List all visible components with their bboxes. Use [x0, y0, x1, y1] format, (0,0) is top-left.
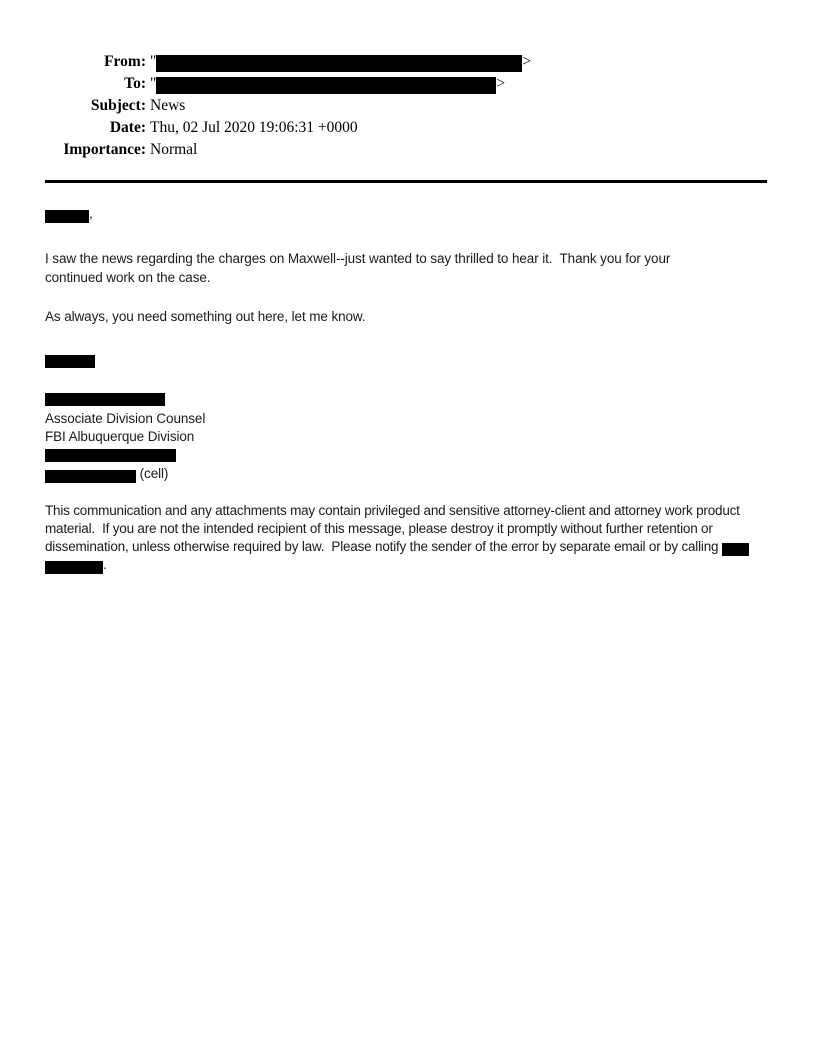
signature-block: [45, 355, 816, 483]
from-close-bracket: >: [522, 53, 532, 70]
date-value: Thu, 02 Jul 2020 19:06:31 +0000: [150, 119, 358, 136]
importance-label: Importance:: [63, 141, 146, 158]
from-value: [146, 51, 767, 73]
redaction-bar-signoff: [45, 355, 95, 368]
header-row-importance: [45, 139, 767, 161]
subject-label: Subject:: [90, 97, 146, 114]
date-label: Date:: [109, 119, 146, 136]
header-row-subject: [45, 95, 767, 117]
subject-value: News: [150, 97, 186, 114]
to-value: [146, 73, 767, 95]
from-label: From:: [104, 53, 146, 70]
redaction-bar-sender-name: [45, 393, 165, 406]
disclaimer-line-3: [45, 538, 773, 556]
greeting-line: [45, 204, 771, 223]
disclaimer-line-2: material. If you are not the intended recipient of this message, please destroy it promptly without further retention or: [45, 521, 713, 536]
disclaimer-line-3-text: dissemination, unless otherwise required by law. Please notify the sender of the error by separate email or by calling: [45, 539, 722, 554]
redaction-bar-to: [156, 77, 496, 94]
disclaimer-line-4: [45, 556, 773, 574]
redaction-bar-cell-phone: [45, 470, 136, 483]
greeting-punctuation: ,: [89, 206, 93, 221]
to-open-quote: ": [150, 75, 157, 92]
to-close-bracket: >: [496, 75, 506, 92]
redaction-bar-office-phone: [45, 449, 176, 462]
disclaimer-line-1: This communication and any attachments may contain privileged and sensitive attorney-client and attorney work product: [45, 503, 740, 518]
header-row-from: [45, 51, 767, 73]
to-label: To:: [124, 75, 146, 92]
paragraph-2-line-1: As always, you need something out here, let me know.: [45, 309, 366, 324]
paragraph-1: [45, 249, 771, 287]
signature-title: Associate Division Counsel: [45, 411, 206, 426]
cell-phone-line: [45, 464, 816, 483]
header-separator-rule: [45, 180, 767, 183]
redaction-bar-from: [156, 55, 522, 72]
from-open-quote: ": [150, 53, 157, 70]
signature-organization: FBI Albuquerque Division: [45, 429, 195, 444]
redaction-bar-greeting-name: [45, 210, 89, 223]
legal-disclaimer: [45, 502, 773, 574]
email-body: [45, 204, 771, 326]
paragraph-1-line-1: I saw the news regarding the charges on Maxwell--just wanted to say thrilled to hear it. Thank you for your: [45, 251, 671, 266]
redaction-bar-disclaimer-phone-1: [722, 543, 749, 556]
paragraph-1-line-2: continued work on the case.: [45, 270, 211, 285]
cell-label: (cell): [136, 466, 169, 481]
email-header: [45, 51, 767, 161]
importance-value: Normal: [150, 141, 198, 158]
disclaimer-end-period: .: [103, 557, 107, 572]
redaction-bar-disclaimer-phone-2: [45, 561, 103, 574]
header-row-to: [45, 73, 767, 95]
header-row-date: [45, 117, 767, 139]
paragraph-2: [45, 307, 771, 326]
